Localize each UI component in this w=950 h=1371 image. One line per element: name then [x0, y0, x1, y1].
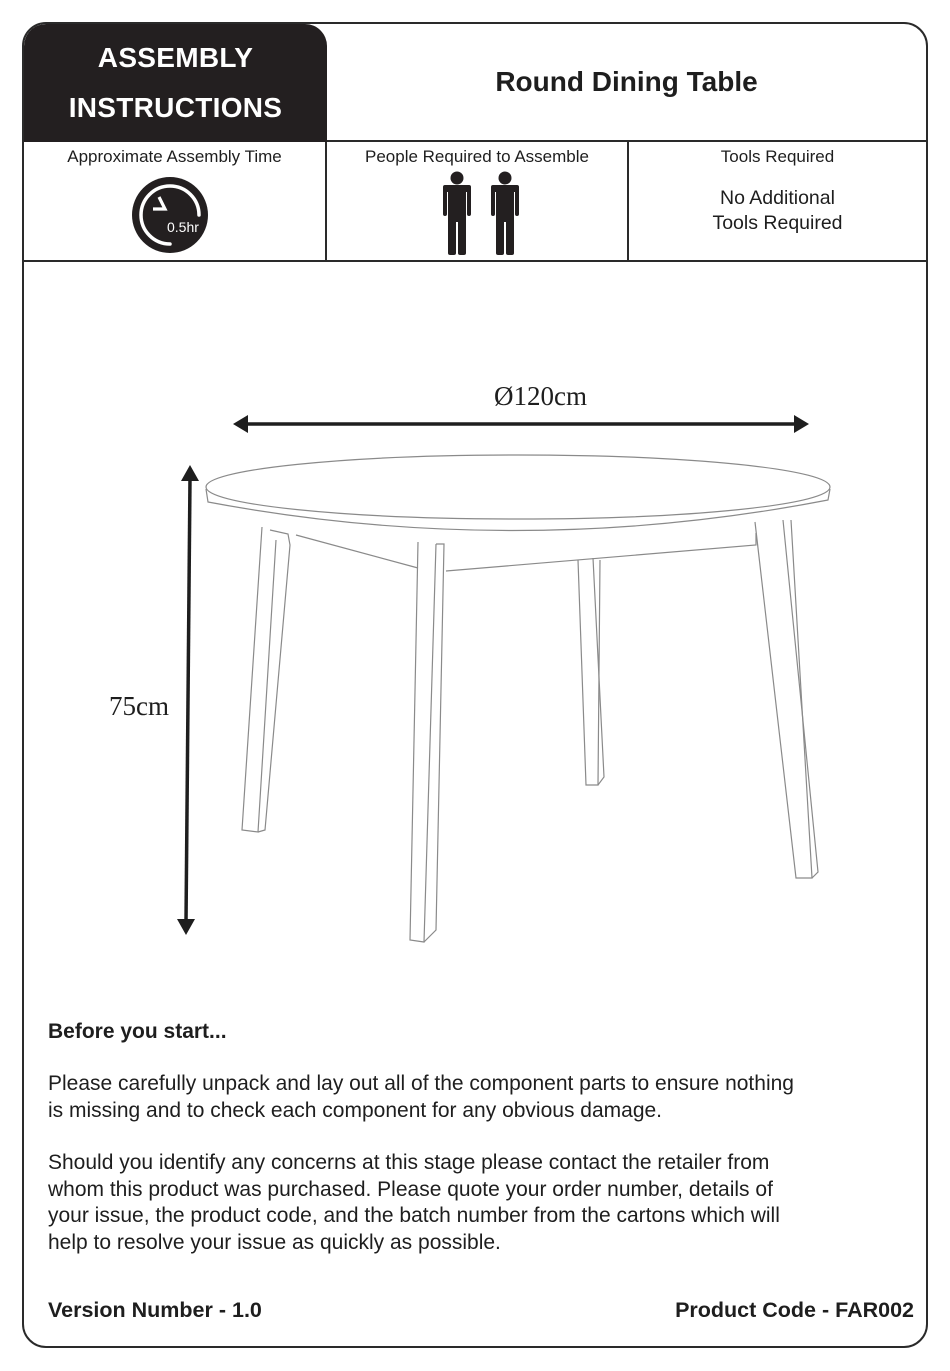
paragraph-line: help to resolve your issue as quickly as possible. [48, 1230, 501, 1254]
tools-line-1: No Additional [720, 187, 835, 209]
people-required-label: People Required to Assemble [365, 147, 589, 166]
product-title: Round Dining Table [495, 66, 758, 97]
footer [48, 1298, 914, 1323]
tools-required-value [712, 186, 842, 236]
paragraph-line: is missing and to check each component for any obvious damage. [48, 1098, 663, 1122]
assembly-time-cell [24, 142, 327, 260]
person-icon [443, 172, 471, 256]
concerns-paragraph [48, 1150, 898, 1256]
tools-line-2: Tools Required [712, 212, 843, 234]
tools-required-cell [629, 142, 926, 260]
height-label-overlay: 75cm [109, 691, 169, 721]
paragraph-line: whom this product was purchased. Please quote your order number, details of [48, 1177, 773, 1201]
two-people-icon [439, 170, 525, 256]
unpack-paragraph [48, 1071, 898, 1124]
assembly-instructions-badge [24, 24, 327, 142]
assembly-time-label: Approximate Assembly Time [67, 147, 282, 166]
badge-line-1: ASSEMBLY [97, 42, 254, 73]
info-row [24, 142, 926, 262]
people-required-cell [327, 142, 629, 260]
paragraph-line: Should you identify any concerns at this stage please contact the retailer from [48, 1151, 770, 1174]
paragraph-line: your issue, the product code, and the batch number from the cartons which will [48, 1204, 780, 1227]
tools-required-label: Tools Required [720, 147, 835, 166]
before-you-start-section [48, 1020, 898, 1256]
paragraph-line: Please carefully unpack and lay out all of the component parts to ensure nothing [48, 1072, 794, 1095]
badge-line-2: INSTRUCTIONS [68, 92, 283, 123]
section-heading: Before you start... [48, 1020, 227, 1043]
product-code: Product Code - FAR002 [675, 1298, 914, 1322]
diameter-label-overlay: Ø120cm [494, 381, 587, 411]
time-value: 0.5hr [167, 219, 199, 235]
version-number: Version Number - 1.0 [48, 1298, 262, 1322]
clock-icon [131, 176, 209, 254]
person-icon [491, 172, 519, 256]
